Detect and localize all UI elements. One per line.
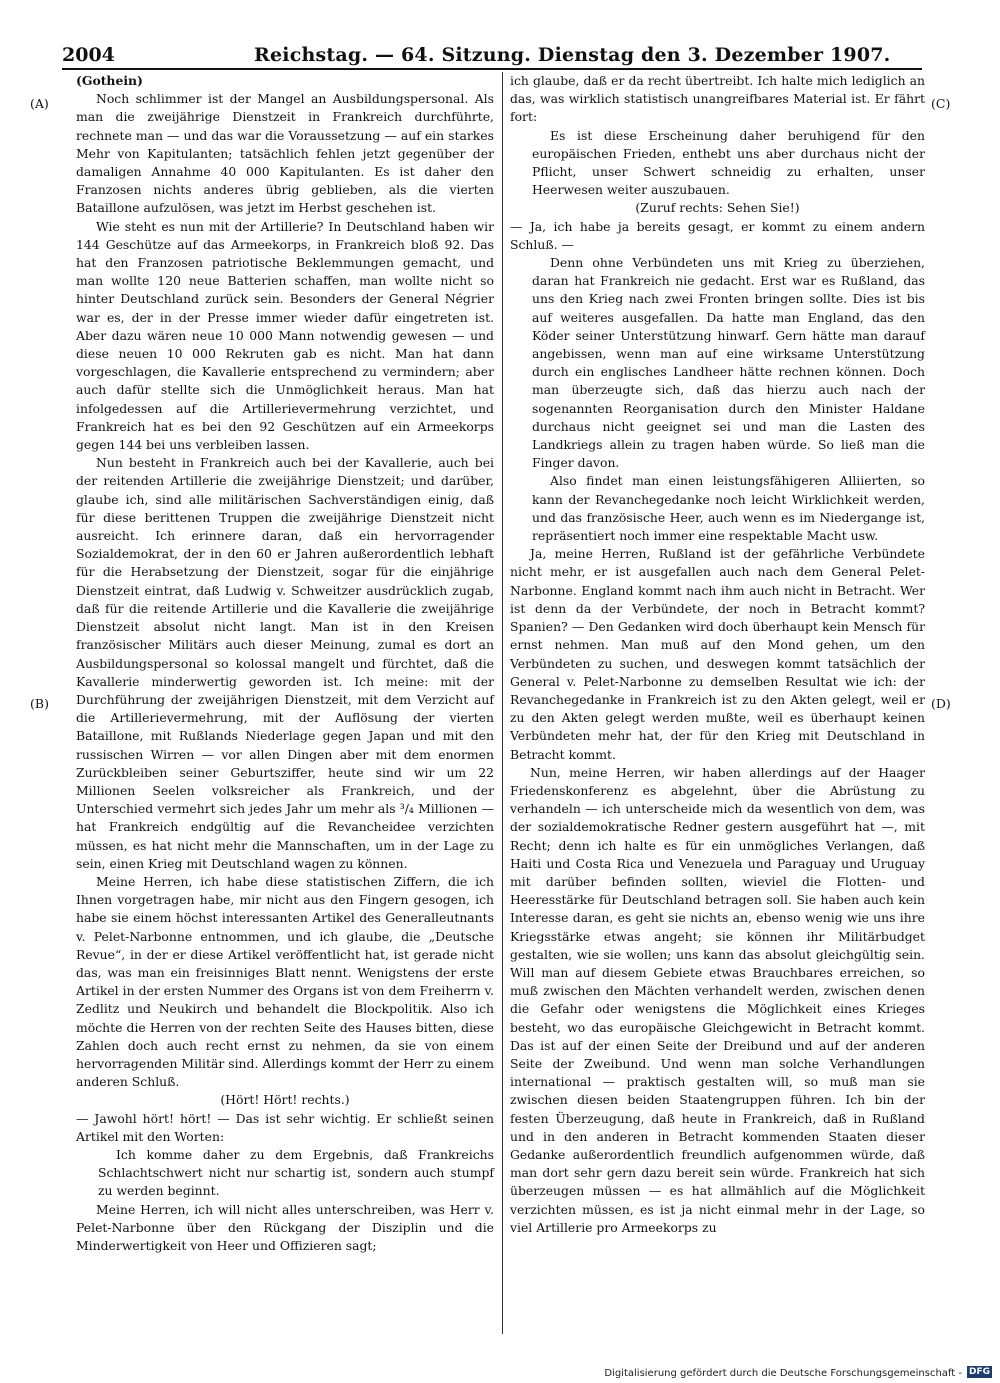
right-paragraph-1: ich glaube, daß er da recht übertreibt. Ich halte mich lediglich an das, was wirklich statistisch unangreifbares Material ist. Er fährt fort: <box>510 73 925 125</box>
header-rule <box>62 68 922 70</box>
margin-mark-d: (D) <box>931 696 951 711</box>
left-paragraph-2: Wie steht es nun mit der Artillerie? In Deutschland haben wir 144 Geschütze auf das Armeekorps, in Frankreich bloß 92. Das hat den Franzosen patriotische Beklemmungen gemacht, und man wollte 120 neue Batterien schaffen, man wollte nicht so hinter Deutschland zurück sein. Besonders der General Négrier war es, der in der Presse immer wieder dafür eingetreten ist. Aber dazu wären neue 10 000 Mann notwendig gewesen — und diese neuen 10 000 Rekruten gab es nicht. Man hat dann vorgeschlagen, die Kavallerie entsprechend zu vermindern; aber auch dafür stellte sich die Unmöglichkeit heraus. Man hat infolgedessen auf die Artillerievermehrung verzichtet, und Frankreich hat es bei den 92 Geschützen auf ein Armeekorps gegen 144 bei uns verbleiben lassen. <box>76 218 494 453</box>
left-paragraph-3: Nun besteht in Frankreich auch bei der Kavallerie, auch bei der reitenden Artillerie die zweijährige Dienstzeit; und darüber, glaube ich, sind alle militärischen Sachverständigen einig, daß für diese berittenen Truppen die zweijährige Dienstzeit nicht ausreicht. Ich erinnere daran, daß ein hervorragender Sozialdemokrat, der in den 60 er Jahren außerordentlich lebhaft für die Herabsetzung der Dienstzeit, sogar für die einjährige Dienstzeit eintrat, daß Ludwig v. Schweitzer ausdrücklich zugab, daß für die reitende Artillerie und die Kavallerie die zweijährige Dienstzeit absolut nicht langt. Man ist in den Kreisen französischer Militärs auch dieser Meinung, zumal es dort an Ausbildungspersonal so kolossal mangelt und fürchtet, daß die Kavallerie minderwertig geworden ist. Ich meine: mit der Durchführung der zweijährigen Dienstzeit, mit dem Verzicht auf die Artillerievermehrung, mit der Auflösung der vierten Bataillone, mit Rußlands Niederlage gegen Japan und mit den russischen Wirren — vor allen Dingen aber mit dem enormen Zurückbleiben seiner Geburtsziffer, heute sind wir um 22 Millionen Seelen volksreicher als Frankreich, und der Unterschied vermehrt sich jedes Jahr um mehr als ³/₄ Millionen — hat Frankreich endgültig auf die Revancheidee verzichten müssen, es hat nicht mehr die Mannschaften, um in der Lage zu sein, einen Krieg mit Deutschland wagen zu können. <box>76 455 494 871</box>
margin-mark-a: (A) <box>30 96 49 111</box>
digitization-footer: Digitalisierung gefördert durch die Deutsche Forschungsgemeinschaft - <box>604 1368 962 1379</box>
right-paragraph-2: — Ja, ich habe ja bereits gesagt, er kommt zu einem andern Schluß. — <box>510 218 925 252</box>
left-paragraph-5: — Jawohl hört! hört! — Das ist sehr wichtig. Er schließt seinen Artikel mit den Worten: <box>76 1110 494 1144</box>
right-quote-1: Es ist diese Erscheinung daher beruhigend für den europäischen Frieden, enthebt uns aber durchaus nicht der Pflicht, unser Schwert schneidig zu erhalten, unser Heerwesen weiter auszubauen. <box>532 127 925 198</box>
page-number: 2004 <box>62 44 115 66</box>
left-quote: Ich komme daher zu dem Ergebnis, daß Frankreichs Schlachtschwert nicht nur schartig ist, sondern auch stumpf zu werden beginnt. <box>98 1146 494 1199</box>
left-paragraph-6: Meine Herren, ich will nicht alles unterschreiben, was Herr v. Pelet-Narbonne über den Rückgang der Disziplin und die Minderwertigkeit von Heer und Offizieren sagt; <box>76 1201 494 1253</box>
dfg-logo: DFG <box>969 1367 991 1377</box>
left-column <box>76 72 494 1255</box>
left-paragraph-4: Meine Herren, ich habe diese statistischen Ziffern, die ich Ihnen vorgetragen habe, mir nicht aus den Fingern gesogen, ich habe sie einem höchst interessanten Artikel des Generalleutnants v. Pelet-Narbonne entnommen, und ich glaube, die „Deutsche Revue“, in der er diese Artikel veröffentlicht hat, ist gerade nicht das, was man ein freisinniges Blatt nennt. Wenigstens der erste Artikel in der ersten Nummer des Organs ist von dem Freiherrn v. Zedlitz und Neukirch und behandelt die Blockpolitik. Also ich möchte die Herren von der rechten Seite des Hauses bitten, diese Zahlen doch auch recht ernst zu nehmen, da sie von einem hervorragenden Militär sind. Allerdings kommt der Herr zu einem anderen Schluß. <box>76 873 494 1090</box>
right-paragraph-3: Ja, meine Herren, Rußland ist der gefährliche Verbündete nicht mehr, er ist ausgefallen auch nach dem General Pelet-Narbonne. England kommt nach ihm auch nicht in Betracht. Wer ist denn da der Verbündete, der noch in Betracht kommt? Spanien? — Den Gedanken wird doch überhaupt kein Mensch für ernst nehmen. Man muß auf den Mond gehen, um den Verbündeten zu suchen, und deswegen kommt tatsächlich der General v. Pelet-Narbonne zu demselben Resultat wie ich: der Revanchegedanke in Frankreich ist zu den Akten gelegt, weil er zu den Akten gelegt werden mußte, weil es überhaupt keinen Verbündeten mehr hat, der für den Krieg mit Deutschland in Betracht kommt. <box>510 546 925 762</box>
left-interjection: (Hört! Hört! rechts.) <box>220 1092 350 1108</box>
right-quote-3: Also findet man einen leistungsfähigeren Alliierten, so kann der Revanchegedanke noch leicht Wirklichkeit werden, und das französische Heer, auch wenn es im Niedergange ist, repräsentiert noch immer eine respektable Macht usw. <box>532 473 925 544</box>
right-paragraph-4: Nun, meine Herren, wir haben allerdings auf der Haager Friedenskonferenz es abgelehnt, über die Abrüstung zu verhandeln — ich unterscheide mich da wesentlich von dem, was der sozialdemokratische Redner gestern ausgeführt hat —, mit Recht; denn ich halte es für ein unmögliches Verlangen, daß Haiti und Costa Rica und Venezuela und Paraguay und Uruguay mit darüber befinden sollten, wieviel die Flotten- und Heeresstärke für Deutschland betragen soll. Sie haben auch kein Interesse daran, es geht sie nichts an, ebenso wenig wie uns ihre Kriegsstärke etwas angeht; sie können ihr Militärbudget gestalten, wie sie wollen; uns kann das absolut gleichgültig sein. Will man auf diesem Gebiete etwas Brauchbares erreichen, so muß zwischen den Mächten verhandelt werden, zwischen denen die Gefahr oder wenigstens die Möglichkeit eines Krieges besteht, wo das europäische Gleichgewicht in Betracht kommt. Das ist auf der einen Seite der Dreibund und auf der anderen Seite der Zweibund. Und wenn man solche Verhandlungen international — praktisch gestalten will, so muß man sie zwischen diesen beiden Staatengruppen führen. Ich bin der festen Überzeugung, daß heute in Frankreich, daß in Rußland und in den anderen in Betracht kommenden Staaten dieser Gedanke außerordentlich freundlich aufgenommen würde, daß man dort sehr gern dazu bereit sein würde. Frankreich hat sich überzeugen müssen — es hat allmählich auf die Möglichkeit verzichten müssen, es ist ja nicht einmal mehr in der Lage, so viel Artillerie pro Armeekorps zu <box>510 764 925 1235</box>
speaker-label: (Gothein) <box>76 73 143 88</box>
page-header-title: Reichstag. — 64. Sitzung. Dienstag den 3. Dezember 1907. <box>254 44 891 66</box>
left-paragraph-1: Noch schlimmer ist der Mangel an Ausbildungspersonal. Als man die zweijährige Dienstzeit in Frankreich durchführte, rechnete man — und das war die Voraussetzung — auf ein starkes Mehr von Kapitulanten; tatsächlich fehlen jetzt gegenüber der damaligen Annahme 40 000 Kapitulanten. Es ist daher den Franzosen nichts anderes übrig geblieben, als die vierten Bataillone aufzulösen, was jetzt im Herbst geschehen ist. <box>76 91 494 216</box>
column-divider <box>502 72 503 1334</box>
right-interjection: (Zuruf rechts: Sehen Sie!) <box>635 200 800 216</box>
margin-mark-c: (C) <box>931 96 951 111</box>
margin-mark-b: (B) <box>30 696 49 711</box>
right-quote-2: Denn ohne Verbündeten uns mit Krieg zu überziehen, daran hat Frankreich nie gedacht. Erst war es Rußland, das uns den Krieg nach zwei Fronten bringen sollte. Dies ist bis auf weiteres ausgefallen. Da hatte man England, das den Köder seiner Unterstützung hinwarf. Gern hätte man darauf angebissen, wenn man auf eine wirksame Unterstützung durch ein englisches Landheer hätte rechnen können. Doch man überzeugte sich, daß das hierzu auch nach der sogenannten Reorganisation durch den Minister Haldane durchaus nicht geeignet sei und man die Lasten des Landkriegs allein zu tragen haben würde. So ließ man die Finger davon. <box>532 255 925 471</box>
right-column <box>510 72 925 1237</box>
